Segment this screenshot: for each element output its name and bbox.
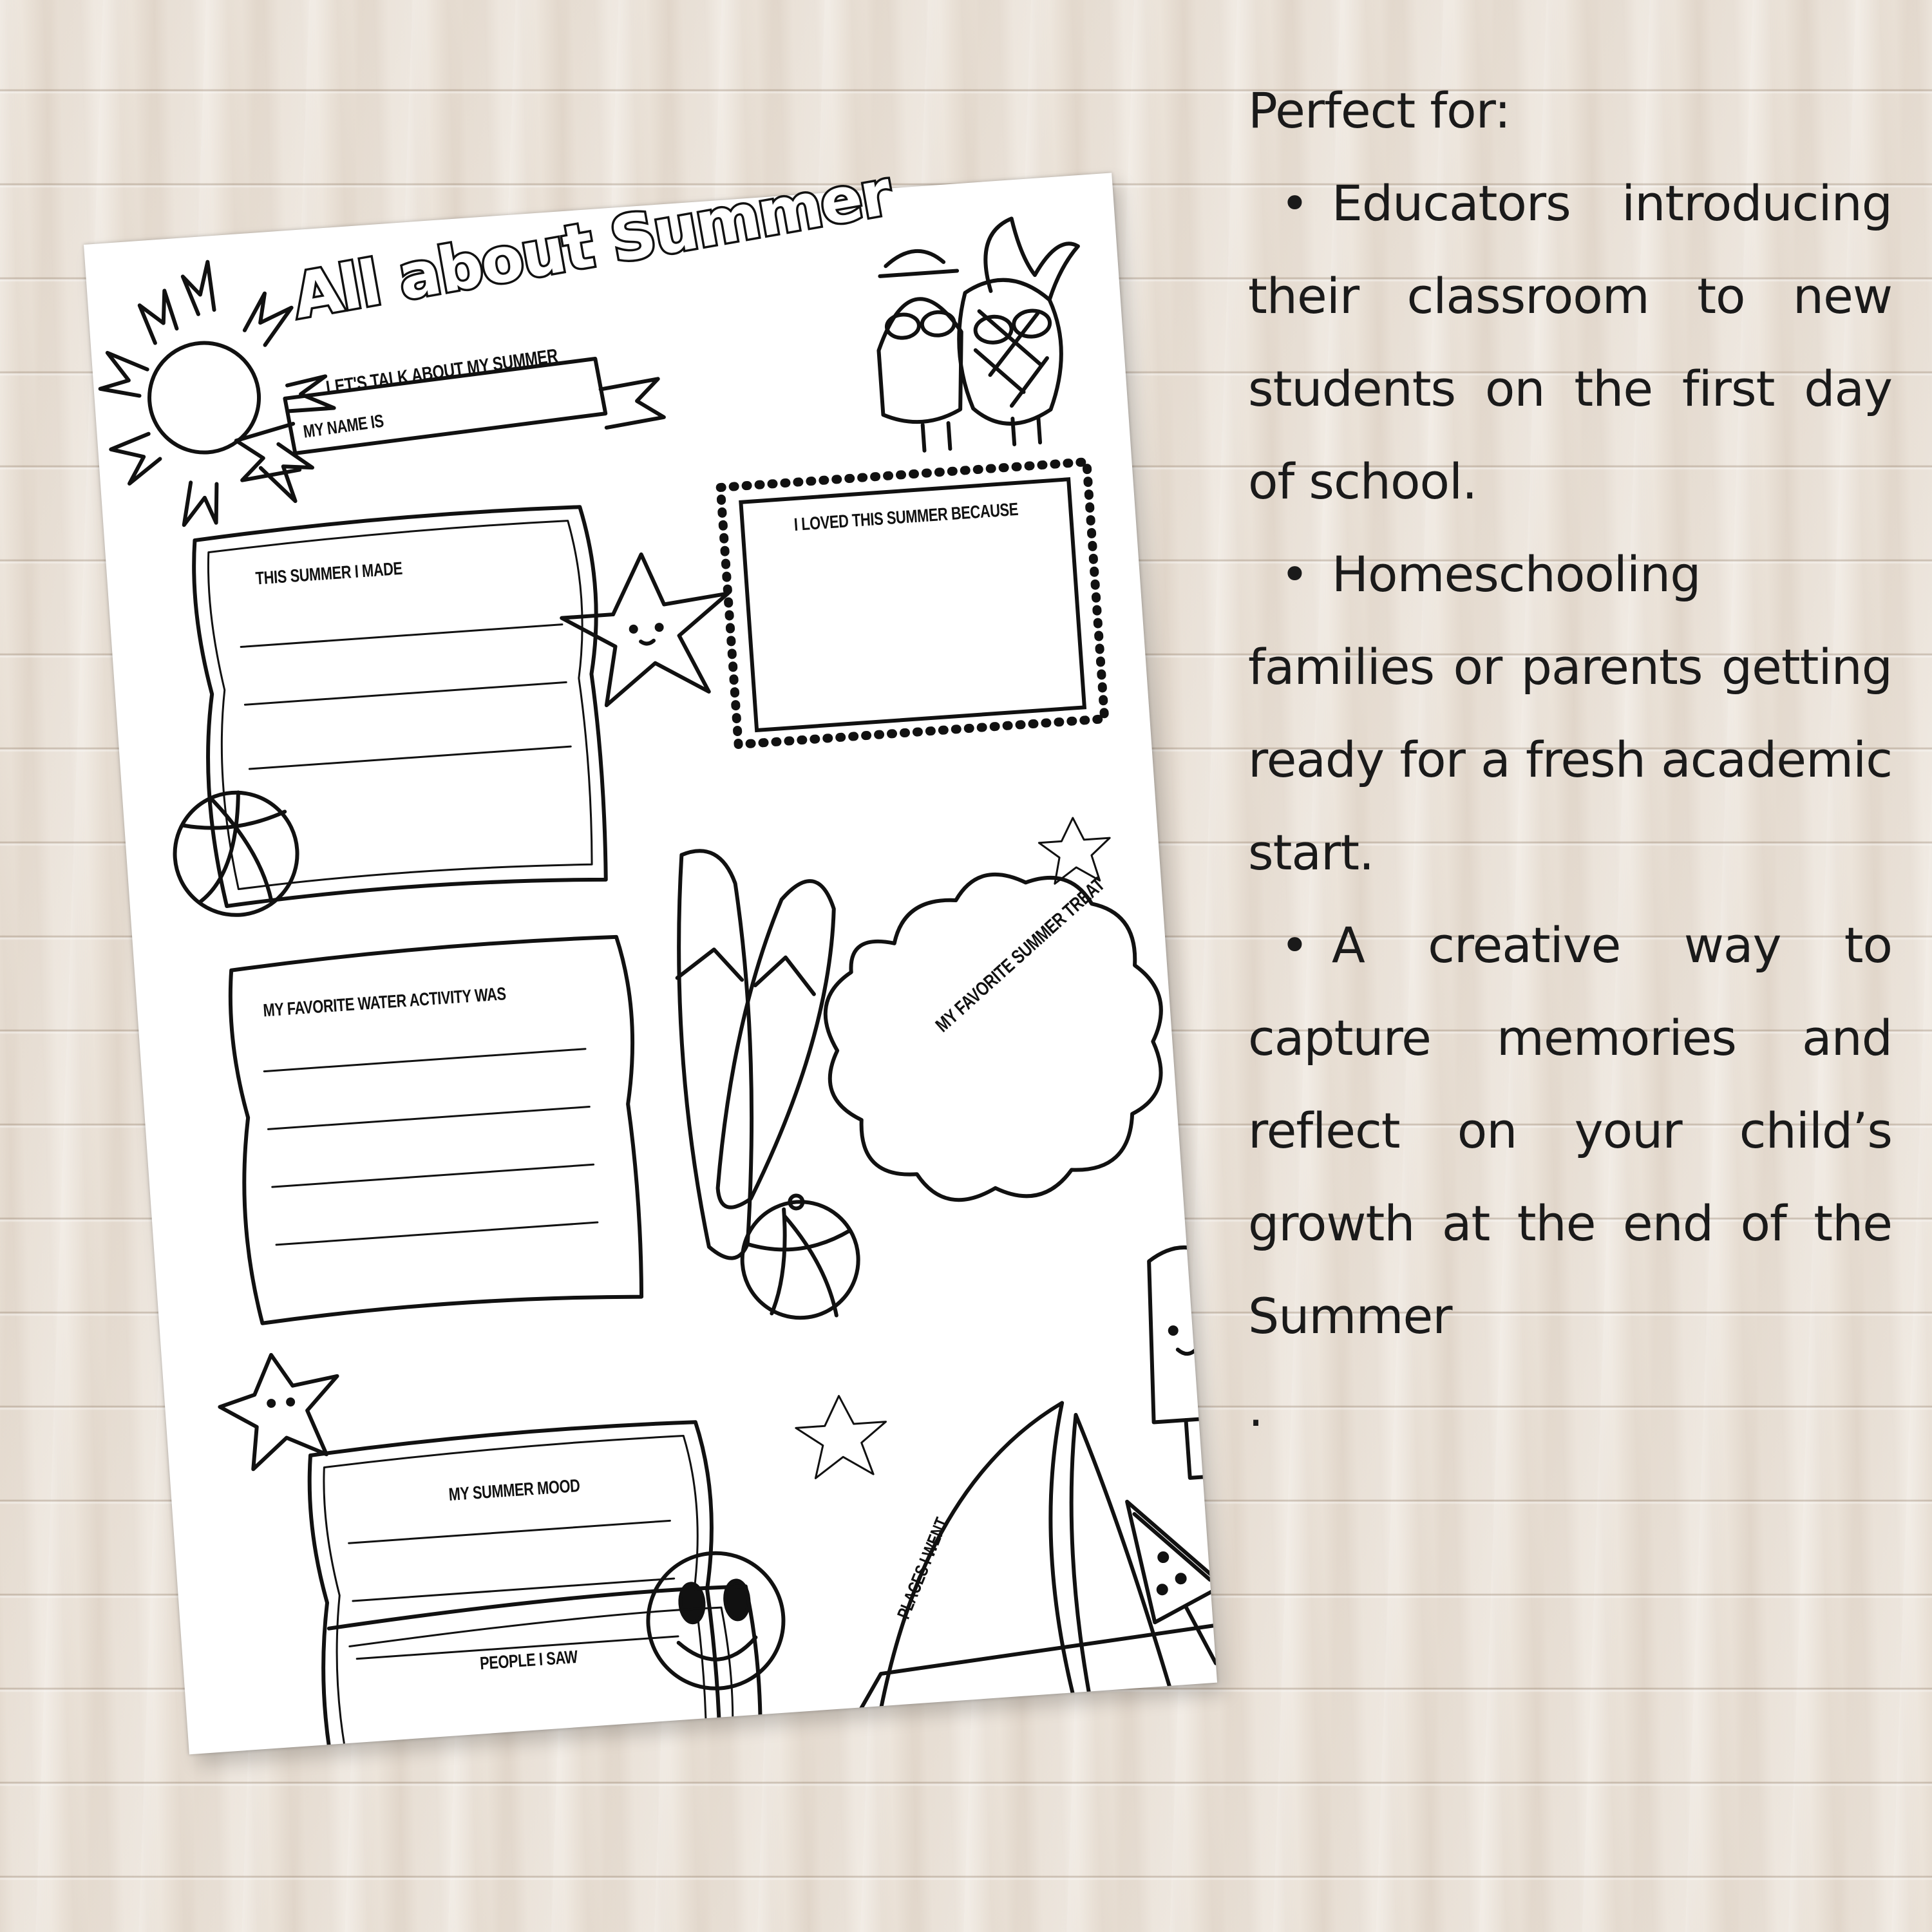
surfboards-icon xyxy=(668,842,858,1260)
bullet-item: • Educators introducing their classroom to new students on the first day of school. xyxy=(1248,175,1892,510)
intro-line: Perfect for: xyxy=(1248,82,1511,139)
starfish-icon xyxy=(558,549,735,708)
mood-box xyxy=(306,1419,730,1754)
name-label: MY NAME IS xyxy=(301,410,385,442)
treat-label: MY FAVORITE SUMMER TREAT xyxy=(931,873,1109,1037)
treat-cloud xyxy=(817,864,1173,1209)
people-label: PEOPLE I SAW xyxy=(479,1646,578,1674)
description-text xyxy=(1248,64,1892,1455)
watermelon-pop-icon xyxy=(1127,1495,1217,1669)
beach-ball-small-icon xyxy=(738,1191,862,1321)
made-box xyxy=(191,504,616,907)
sailboat-icon xyxy=(811,1388,1217,1754)
mood-label: MY SUMMER MOOD xyxy=(448,1475,581,1505)
outline-star-icon xyxy=(1037,815,1113,884)
made-label: THIS SUMMER I MADE xyxy=(254,558,403,589)
places-label: PLACES I WENT xyxy=(893,1515,952,1622)
worksheet-page xyxy=(84,156,1217,1754)
fruit-friends-icon xyxy=(870,214,1092,453)
trailing-dot: . xyxy=(1248,1380,1264,1437)
bullet-item: • Homeschooling families or parents getting ready for a fresh academic start. xyxy=(1248,545,1892,881)
water-label: MY FAVORITE WATER ACTIVITY WAS xyxy=(262,983,507,1021)
loved-label: I LOVED THIS SUMMER BECAUSE xyxy=(793,498,1019,535)
loved-box xyxy=(721,462,1105,744)
bullet-item: • A creative way to capture memories and reflect on your child’s growth at the end of the Summer xyxy=(1248,916,1892,1345)
worksheet-title: All about Summer xyxy=(287,156,896,333)
worksheet-art xyxy=(84,173,1217,1754)
outline-star-icon xyxy=(794,1393,889,1479)
popsicle-icon xyxy=(1142,1245,1217,1480)
subtitle-label: LET'S TALK ABOUT MY SUMMER xyxy=(325,345,560,399)
